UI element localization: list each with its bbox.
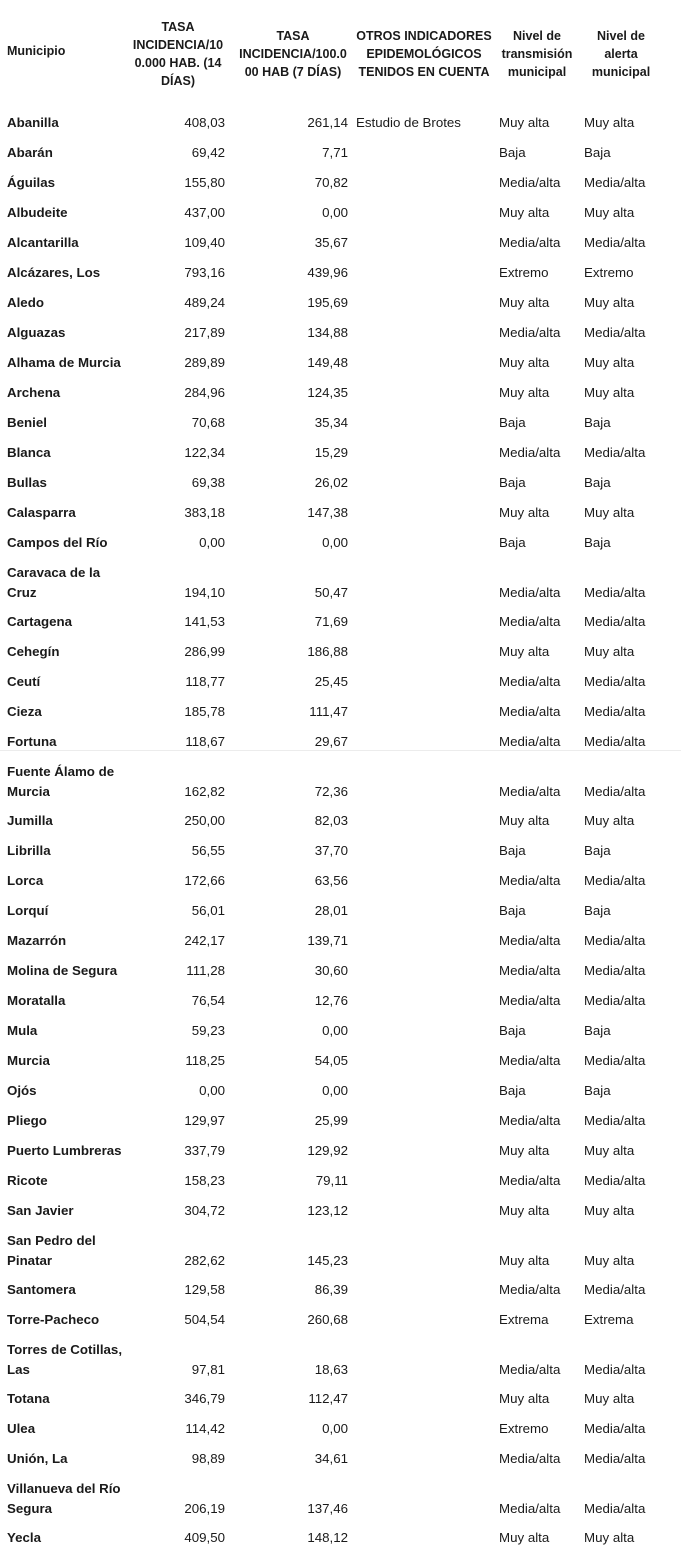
cell-tasa-7: 139,71	[307, 933, 348, 948]
cell-nivel-transmision: Media/alta	[499, 325, 561, 340]
cell-tasa-14: 282,62	[184, 1253, 225, 1268]
cell-nivel-alerta: Media/alta	[584, 1282, 646, 1297]
cell-municipio: Molina de Segura	[7, 963, 118, 978]
cell-nivel-alerta: Baja	[584, 145, 611, 160]
cell-tasa-14: 504,54	[184, 1312, 225, 1327]
cell-municipio: Murcia	[7, 1053, 50, 1068]
cell-municipio: Alcantarilla	[7, 235, 79, 250]
cell-nivel-transmision: Media/alta	[499, 614, 561, 629]
cell-nivel-transmision: Extremo	[499, 1421, 549, 1436]
cell-tasa-14: 141,53	[184, 614, 225, 629]
cell-municipio: Ojós	[7, 1083, 37, 1098]
cell-municipio: Águilas	[7, 175, 56, 190]
cell-tasa-7: 0,00	[322, 205, 348, 220]
cell-tasa-7: 79,11	[315, 1173, 348, 1188]
cell-nivel-alerta: Media/alta	[584, 585, 646, 600]
cell-tasa-14: 409,50	[184, 1530, 225, 1545]
column-header-line: INCIDENCIA/10	[132, 38, 224, 52]
cell-nivel-alerta: Muy alta	[584, 355, 635, 370]
cell-tasa-7: 12,76	[314, 993, 348, 1008]
cell-tasa-14: 70,68	[191, 415, 225, 430]
cell-nivel-transmision: Muy alta	[499, 644, 550, 659]
cell-tasa-14: 98,89	[191, 1451, 225, 1466]
cell-nivel-transmision: Media/alta	[499, 175, 561, 190]
cell-tasa-7: 25,45	[314, 674, 348, 689]
cell-tasa-7: 0,00	[322, 1083, 348, 1098]
cell-nivel-alerta: Muy alta	[584, 115, 635, 130]
cell-nivel-alerta: Baja	[584, 1083, 611, 1098]
cell-tasa-14: 194,10	[184, 585, 225, 600]
cell-municipio: Caravaca de la	[7, 565, 101, 580]
cell-otros-indicadores: Estudio de Brotes	[356, 115, 461, 130]
column-header-line: 00 HAB (7 DÍAS)	[244, 65, 342, 79]
cell-municipio: Cruz	[7, 585, 37, 600]
cell-municipio: Campos del Río	[7, 535, 108, 550]
column-header-line: TASA	[161, 20, 195, 34]
cell-nivel-transmision: Muy alta	[499, 385, 550, 400]
cell-tasa-14: 284,96	[184, 385, 225, 400]
cell-nivel-alerta: Baja	[584, 475, 611, 490]
cell-nivel-transmision: Muy alta	[499, 1253, 550, 1268]
cell-nivel-alerta: Media/alta	[584, 1501, 646, 1516]
cell-nivel-transmision: Media/alta	[499, 674, 561, 689]
cell-nivel-transmision: Muy alta	[499, 205, 550, 220]
row-divider	[0, 750, 681, 751]
cell-municipio: Alguazas	[7, 325, 66, 340]
column-header-tasa-7-dias	[234, 27, 352, 81]
cell-tasa-7: 82,03	[314, 813, 348, 828]
cell-nivel-alerta: Media/alta	[584, 1421, 646, 1436]
cell-tasa-14: 185,78	[184, 704, 225, 719]
cell-municipio: Alcázares, Los	[7, 265, 101, 280]
cell-nivel-alerta: Media/alta	[584, 963, 646, 978]
cell-municipio: Murcia	[7, 784, 50, 799]
column-header-line: municipal	[591, 65, 651, 79]
cell-municipio: Torre-Pacheco	[7, 1312, 100, 1327]
cell-tasa-7: 129,92	[307, 1143, 348, 1158]
cell-municipio: Calasparra	[7, 505, 76, 520]
cell-municipio: Lorquí	[7, 903, 49, 918]
cell-tasa-14: 56,55	[191, 843, 225, 858]
cell-tasa-14: 114,42	[185, 1421, 225, 1436]
cell-tasa-7: 124,35	[307, 385, 348, 400]
cell-tasa-14: 76,54	[191, 993, 225, 1008]
cell-municipio: Moratalla	[7, 993, 66, 1008]
cell-nivel-alerta: Baja	[584, 1023, 611, 1038]
cell-nivel-transmision: Media/alta	[499, 1501, 561, 1516]
cell-municipio: Cehegín	[7, 644, 60, 659]
cell-tasa-14: 250,00	[184, 813, 225, 828]
cell-nivel-transmision: Muy alta	[499, 1203, 550, 1218]
cell-tasa-14: 0,00	[199, 1083, 225, 1098]
cell-tasa-7: 0,00	[322, 535, 348, 550]
cell-tasa-14: 437,00	[184, 205, 225, 220]
cell-nivel-transmision: Media/alta	[499, 1113, 561, 1128]
cell-tasa-7: 439,96	[307, 265, 348, 280]
cell-nivel-alerta: Baja	[584, 843, 611, 858]
cell-nivel-alerta: Media/alta	[584, 325, 646, 340]
cell-tasa-7: 63,56	[314, 873, 348, 888]
cell-nivel-alerta: Media/alta	[584, 175, 646, 190]
cell-nivel-alerta: Muy alta	[584, 813, 635, 828]
cell-tasa-14: 793,16	[184, 265, 225, 280]
cell-nivel-transmision: Baja	[499, 1023, 526, 1038]
column-header-nivel-transmision	[496, 27, 578, 81]
cell-tasa-14: 217,89	[184, 325, 225, 340]
cell-nivel-transmision: Baja	[499, 1083, 526, 1098]
cell-municipio: Ceutí	[7, 674, 41, 689]
cell-tasa-14: 129,58	[184, 1282, 225, 1297]
cell-municipio: Lorca	[7, 873, 44, 888]
cell-tasa-7: 50,47	[314, 585, 348, 600]
cell-nivel-transmision: Muy alta	[499, 115, 550, 130]
cell-nivel-alerta: Baja	[584, 903, 611, 918]
cell-nivel-alerta: Muy alta	[584, 505, 635, 520]
column-header-line: TASA	[276, 29, 310, 43]
cell-tasa-7: 35,34	[314, 415, 348, 430]
cell-nivel-transmision: Muy alta	[499, 505, 550, 520]
cell-tasa-14: 206,19	[184, 1501, 225, 1516]
cell-tasa-14: 111,28	[186, 963, 225, 978]
cell-nivel-alerta: Media/alta	[584, 933, 646, 948]
cell-nivel-alerta: Extrema	[584, 1312, 634, 1327]
cell-nivel-alerta: Media/alta	[584, 1451, 646, 1466]
cell-municipio: Abanilla	[7, 115, 59, 130]
cell-municipio: Albudeite	[7, 205, 68, 220]
cell-tasa-7: 149,48	[307, 355, 348, 370]
cell-tasa-14: 97,81	[191, 1362, 225, 1377]
cell-tasa-7: 195,69	[307, 295, 348, 310]
cell-nivel-transmision: Media/alta	[499, 585, 561, 600]
cell-nivel-alerta: Muy alta	[584, 295, 635, 310]
cell-tasa-14: 69,42	[191, 145, 225, 160]
cell-tasa-14: 158,23	[184, 1173, 225, 1188]
cell-tasa-7: 29,67	[314, 734, 348, 749]
cell-nivel-alerta: Media/alta	[584, 614, 646, 629]
cell-municipio: Unión, La	[7, 1451, 68, 1466]
cell-municipio: Bullas	[7, 475, 47, 490]
cell-nivel-alerta: Muy alta	[584, 385, 635, 400]
cell-tasa-7: 0,00	[322, 1023, 348, 1038]
cell-tasa-7: 70,82	[314, 175, 348, 190]
cell-nivel-transmision: Media/alta	[499, 704, 561, 719]
column-header-line: transmisión	[501, 47, 573, 61]
cell-nivel-transmision: Media/alta	[499, 1282, 561, 1297]
cell-tasa-7: 34,61	[314, 1451, 348, 1466]
cell-municipio: Totana	[7, 1391, 50, 1406]
cell-nivel-alerta: Media/alta	[584, 993, 646, 1008]
cell-tasa-7: 137,46	[307, 1501, 348, 1516]
cell-nivel-alerta: Muy alta	[584, 1203, 635, 1218]
cell-nivel-transmision: Muy alta	[499, 355, 550, 370]
cell-tasa-14: 69,38	[191, 475, 225, 490]
cell-tasa-14: 383,18	[184, 505, 225, 520]
cell-tasa-14: 408,03	[184, 115, 225, 130]
column-header-line: DÍAS)	[160, 74, 196, 88]
cell-municipio: Fortuna	[7, 734, 57, 749]
cell-municipio: Villanueva del Río	[7, 1481, 121, 1496]
column-header-line: Municipio	[7, 44, 66, 58]
cell-nivel-transmision: Media/alta	[499, 734, 561, 749]
cell-municipio: Librilla	[7, 843, 51, 858]
cell-tasa-7: 7,71	[322, 145, 348, 160]
cell-tasa-14: 59,23	[191, 1023, 225, 1038]
cell-nivel-transmision: Media/alta	[499, 445, 561, 460]
cell-nivel-transmision: Media/alta	[499, 784, 561, 799]
cell-tasa-14: 346,79	[184, 1391, 225, 1406]
column-header-otros-indicadores	[354, 27, 494, 81]
cell-nivel-transmision: Baja	[499, 843, 526, 858]
cell-tasa-7: 28,01	[314, 903, 348, 918]
cell-nivel-transmision: Media/alta	[499, 963, 561, 978]
column-header-line: OTROS INDICADORES	[356, 29, 492, 43]
column-header-line: 0.000 HAB. (14	[134, 56, 222, 70]
cell-municipio: Cartagena	[7, 614, 73, 629]
cell-nivel-transmision: Media/alta	[499, 235, 561, 250]
cell-municipio: Mazarrón	[7, 933, 67, 948]
cell-nivel-transmision: Muy alta	[499, 813, 550, 828]
cell-tasa-14: 162,82	[184, 784, 225, 799]
cell-municipio: Abarán	[7, 145, 53, 160]
cell-tasa-7: 147,38	[307, 505, 348, 520]
cell-tasa-7: 123,12	[307, 1203, 348, 1218]
cell-nivel-transmision: Media/alta	[499, 1451, 561, 1466]
cell-tasa-7: 134,88	[307, 325, 348, 340]
cell-tasa-14: 155,80	[184, 175, 225, 190]
cell-tasa-14: 172,66	[184, 873, 225, 888]
column-header-line: INCIDENCIA/100.0	[239, 47, 347, 61]
cell-tasa-7: 37,70	[314, 843, 348, 858]
cell-municipio: Torres de Cotillas,	[7, 1342, 123, 1357]
cell-nivel-transmision: Muy alta	[499, 1143, 550, 1158]
cell-municipio: Mula	[7, 1023, 38, 1038]
cell-nivel-transmision: Baja	[499, 475, 526, 490]
cell-tasa-7: 54,05	[314, 1053, 348, 1068]
cell-nivel-transmision: Media/alta	[499, 1053, 561, 1068]
cell-tasa-7: 186,88	[307, 644, 348, 659]
column-header-line: alerta	[604, 47, 638, 61]
cell-tasa-14: 109,40	[184, 235, 225, 250]
cell-nivel-transmision: Baja	[499, 903, 526, 918]
cell-tasa-7: 71,69	[314, 614, 348, 629]
cell-nivel-alerta: Media/alta	[584, 1113, 646, 1128]
cell-nivel-transmision: Muy alta	[499, 1530, 550, 1545]
cell-tasa-14: 0,00	[199, 535, 225, 550]
cell-nivel-alerta: Media/alta	[584, 734, 646, 749]
cell-tasa-7: 26,02	[314, 475, 348, 490]
cell-nivel-alerta: Media/alta	[584, 1053, 646, 1068]
cell-tasa-14: 122,34	[184, 445, 225, 460]
cell-tasa-7: 0,00	[322, 1421, 348, 1436]
cell-tasa-14: 56,01	[191, 903, 225, 918]
cell-municipio: Fuente Álamo de	[7, 764, 115, 779]
cell-nivel-transmision: Media/alta	[499, 933, 561, 948]
cell-tasa-7: 72,36	[314, 784, 348, 799]
cell-nivel-alerta: Baja	[584, 415, 611, 430]
cell-nivel-alerta: Media/alta	[584, 704, 646, 719]
cell-municipio: Yecla	[7, 1530, 42, 1545]
cell-tasa-14: 489,24	[184, 295, 225, 310]
cell-nivel-alerta: Muy alta	[584, 205, 635, 220]
cell-tasa-7: 261,14	[307, 115, 348, 130]
cell-municipio: Ricote	[7, 1173, 48, 1188]
cell-nivel-transmision: Extrema	[499, 1312, 549, 1327]
cell-tasa-14: 242,17	[184, 933, 225, 948]
cell-tasa-14: 286,99	[184, 644, 225, 659]
cell-municipio: Ulea	[7, 1421, 36, 1436]
cell-municipio: Pliego	[7, 1113, 47, 1128]
cell-nivel-alerta: Media/alta	[584, 235, 646, 250]
cell-nivel-alerta: Muy alta	[584, 1530, 635, 1545]
cell-tasa-14: 289,89	[184, 355, 225, 370]
column-header-nivel-alerta	[580, 27, 662, 81]
cell-municipio: Alhama de Murcia	[7, 355, 121, 370]
cell-nivel-transmision: Muy alta	[499, 295, 550, 310]
cell-nivel-transmision: Media/alta	[499, 993, 561, 1008]
cell-nivel-transmision: Baja	[499, 535, 526, 550]
cell-municipio: Cieza	[7, 704, 42, 719]
cell-tasa-7: 111,47	[309, 704, 348, 719]
cell-nivel-alerta: Muy alta	[584, 644, 635, 659]
cell-municipio: Archena	[7, 385, 61, 400]
cell-tasa-7: 18,63	[314, 1362, 348, 1377]
cell-municipio: Beniel	[7, 415, 47, 430]
cell-nivel-alerta: Muy alta	[584, 1253, 635, 1268]
cell-municipio: San Javier	[7, 1203, 74, 1218]
cell-nivel-alerta: Extremo	[584, 265, 634, 280]
cell-tasa-14: 118,77	[185, 674, 225, 689]
cell-tasa-7: 112,47	[308, 1391, 348, 1406]
cell-nivel-alerta: Media/alta	[584, 784, 646, 799]
cell-tasa-7: 15,29	[314, 445, 348, 460]
cell-municipio: Puerto Lumbreras	[7, 1143, 122, 1158]
cell-nivel-transmision: Baja	[499, 145, 526, 160]
cell-nivel-alerta: Muy alta	[584, 1143, 635, 1158]
cell-tasa-14: 118,25	[185, 1053, 225, 1068]
cell-tasa-14: 118,67	[185, 734, 225, 749]
cell-nivel-transmision: Media/alta	[499, 1173, 561, 1188]
column-header-line: TENIDOS EN CUENTA	[358, 65, 490, 79]
cell-nivel-alerta: Media/alta	[584, 674, 646, 689]
cell-tasa-14: 129,97	[184, 1113, 225, 1128]
cell-nivel-alerta: Media/alta	[584, 1362, 646, 1377]
column-header-municipio	[7, 42, 65, 60]
cell-municipio: San Pedro del	[7, 1233, 96, 1248]
cell-tasa-7: 30,60	[314, 963, 348, 978]
column-header-line: municipal	[507, 65, 567, 79]
cell-nivel-transmision: Media/alta	[499, 1362, 561, 1377]
cell-nivel-alerta: Media/alta	[584, 873, 646, 888]
column-header-tasa-14-dias	[126, 18, 230, 90]
cell-municipio: Santomera	[7, 1282, 76, 1297]
cell-nivel-alerta: Baja	[584, 535, 611, 550]
cell-municipio: Blanca	[7, 445, 51, 460]
column-header-line: EPIDEMOLÓGICOS	[366, 47, 482, 61]
table-header	[0, 18, 681, 98]
cell-municipio: Jumilla	[7, 813, 53, 828]
cell-tasa-7: 145,23	[307, 1253, 348, 1268]
cell-municipio: Pinatar	[7, 1253, 53, 1268]
cell-nivel-transmision: Baja	[499, 415, 526, 430]
column-header-line: Nivel de	[513, 29, 561, 43]
cell-municipio: Segura	[7, 1501, 53, 1516]
cell-tasa-7: 25,99	[314, 1113, 348, 1128]
cell-nivel-alerta: Muy alta	[584, 1391, 635, 1406]
cell-nivel-alerta: Media/alta	[584, 1173, 646, 1188]
cell-municipio: Aledo	[7, 295, 44, 310]
cell-tasa-7: 86,39	[314, 1282, 348, 1297]
cell-nivel-transmision: Extremo	[499, 265, 549, 280]
cell-tasa-7: 148,12	[307, 1530, 348, 1545]
cell-tasa-14: 337,79	[184, 1143, 225, 1158]
cell-nivel-transmision: Muy alta	[499, 1391, 550, 1406]
cell-tasa-14: 304,72	[184, 1203, 225, 1218]
cell-tasa-7: 35,67	[314, 235, 348, 250]
column-header-line: Nivel de	[597, 29, 645, 43]
cell-nivel-transmision: Media/alta	[499, 873, 561, 888]
cell-municipio: Las	[7, 1362, 30, 1377]
cell-tasa-7: 260,68	[307, 1312, 348, 1327]
cell-nivel-alerta: Media/alta	[584, 445, 646, 460]
